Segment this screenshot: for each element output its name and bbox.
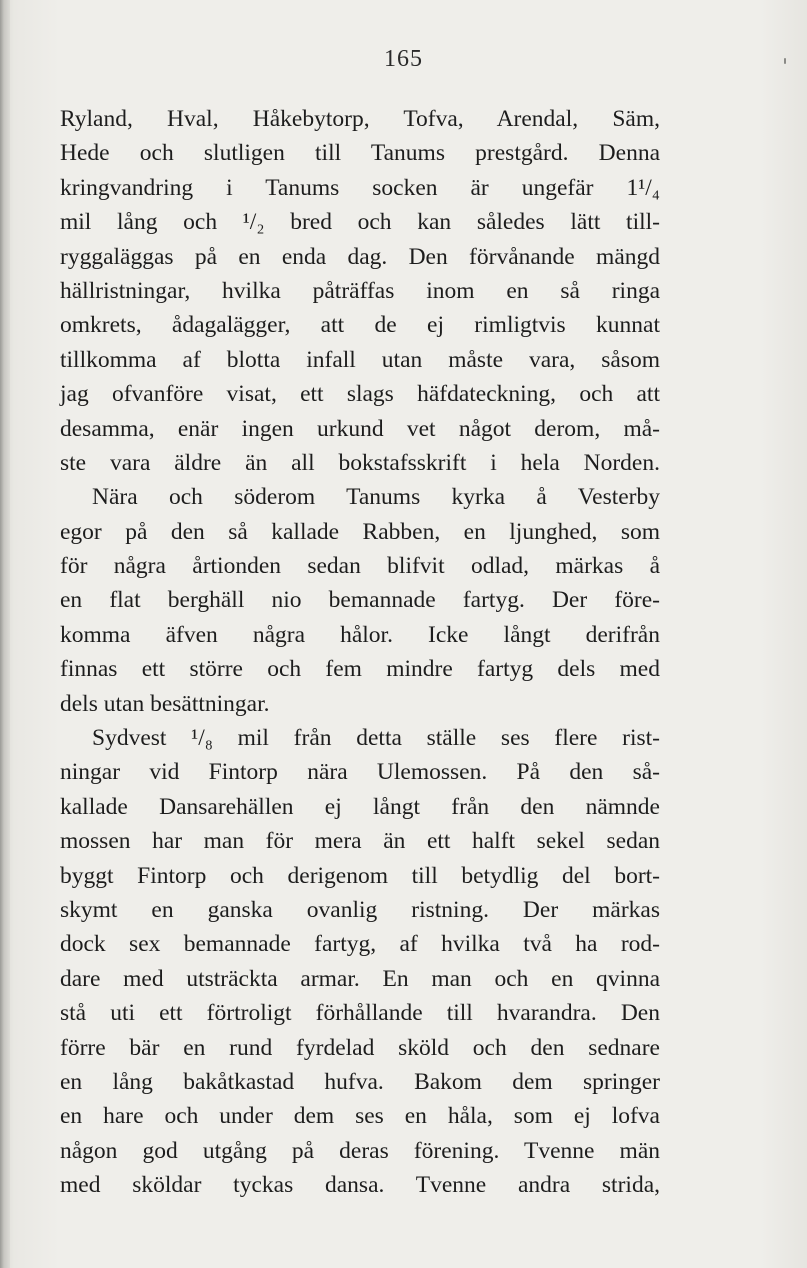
text-line: ste vara äldre än all bokstafsskrift i hela Norden. — [60, 449, 660, 476]
text-line: komma äfven några hålor. Icke långt derifrån — [60, 621, 660, 648]
text-line: omkrets, ådagalägger, att de ej rimligtvis kunnat — [60, 312, 660, 339]
text-line: en lång bakåtkastad hufva. Bakom dem springer — [60, 1068, 660, 1095]
text-line: Ryland, Hval, Håkebytorp, Tofva, Arendal, Säm, — [60, 106, 660, 132]
body-text — [60, 102, 660, 1203]
text-line: tillkomma af blotta infall utan måste vara, såsom — [60, 346, 660, 373]
text-line: kallade Dansarehällen ej långt från den nämnde — [60, 793, 660, 820]
text-line: med sköldar tyckas dansa. Tvenne andra strida, — [60, 1172, 660, 1199]
text-line: egor på den så kallade Rabben, en ljunghed, som — [60, 518, 660, 545]
text-line: dels utan besättningar. — [60, 690, 270, 717]
text-line: Sydvest ¹/₈ mil från detta ställe ses flere rist- — [92, 725, 660, 752]
text-line: stå uti ett förtroligt förhållande till hvarandra. Den — [60, 1000, 660, 1027]
text-line: dare med utsträckta armar. En man och en qvinna — [60, 965, 660, 992]
text-line: för några årtionden sedan blifvit odlad, märkas å — [60, 553, 660, 580]
text-line: förre bär en rund fyrdelad sköld och den sednare — [60, 1034, 660, 1061]
text-line: hällristningar, hvilka påträffas inom en så ringa — [60, 277, 660, 304]
text-line: skymt en ganska ovanlig ristning. Der märkas — [60, 896, 660, 923]
text-line: finnas ett större och fem mindre fartyg dels med — [60, 656, 660, 683]
page-binding-edge — [0, 0, 10, 1268]
text-line: mil lång och ¹/₂ bred och kan således lätt till- — [60, 209, 660, 236]
page-number: 165 — [384, 46, 423, 72]
text-line: Nära och söderom Tanums kyrka å Vesterby — [92, 484, 660, 511]
text-line: jag ofvanföre visat, ett slags häfdateckning, och att — [60, 381, 660, 408]
text-line: ryggaläggas på en enda dag. Den förvånande mängd — [60, 243, 660, 270]
text-line: dock sex bemannade fartyg, af hvilka två ha rod- — [60, 931, 660, 958]
text-line: Hede och slutligen till Tanums prestgård. Denna — [60, 140, 660, 167]
text-line: mossen har man för mera än ett halft sekel sedan — [60, 828, 660, 855]
text-line: byggt Fintorp och derigenom till betydlig del bort- — [60, 862, 660, 889]
text-line: ningar vid Fintorp nära Ulemossen. På den så- — [60, 759, 660, 786]
text-line: desamma, enär ingen urkund vet något derom, må- — [60, 415, 660, 442]
text-line: någon god utgång på deras förening. Tvenne män — [60, 1137, 660, 1164]
text-line: kringvandring i Tanums socken är ungefär 1¹/₄ — [60, 174, 660, 201]
text-line: en flat berghäll nio bemannade fartyg. Der före- — [60, 587, 660, 614]
text-line: en hare och under dem ses en håla, som ej lofva — [60, 1103, 660, 1130]
